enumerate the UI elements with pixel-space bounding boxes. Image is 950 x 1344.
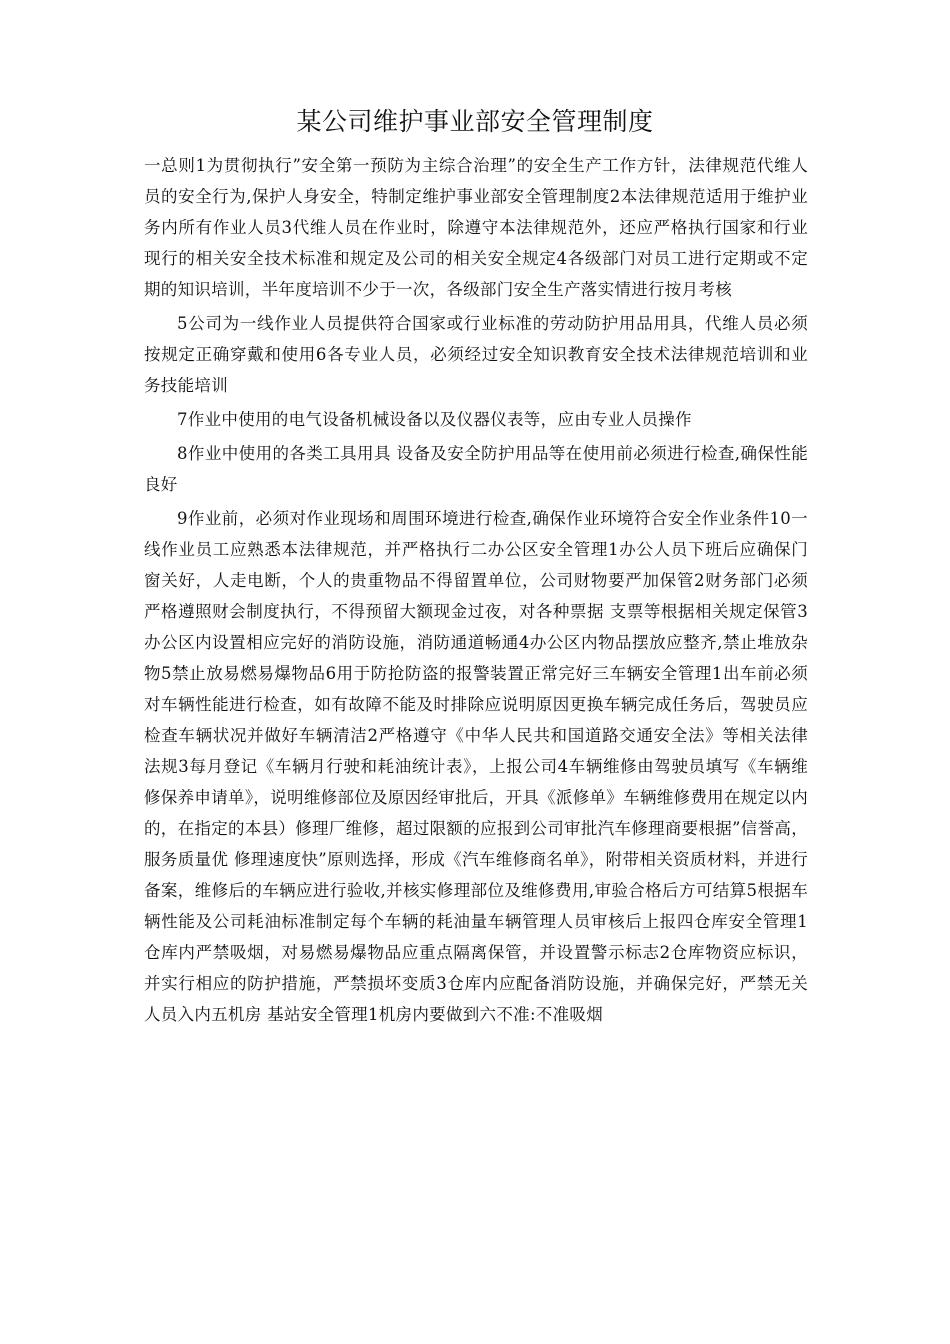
paragraph-site-office-vehicle-warehouse: 9作业前，必须对作业现场和周围环境进行检查,确保作业环境符合安全作业条件10一线作业员工应熟悉本法律规范，并严格执行二办公区安全管理1办公人员下班后应确保门窗关好，人走电断，个人的贵重物品不得留置单位，公司财物要严加保管2财务部门必须严格遵照财会制度执行，不得预留大额现金过夜，对各种票据 支票等根据相关规定保管3办公区内设置相应完好的消防设施，消防通道畅通4办公区内物品摆放应整齐,禁止堆放杂物5禁止放易燃易爆物品6用于防抢防盗的报警装置正常完好三车辆安全管理1出车前必须对车辆性能进行检查，如有故障不能及时排除应说明原因更换车辆完成任务后，驾驶员应检查车辆状况并做好车辆清洁2严格遵守《中华人民共和国道路交通安全法》等相关法律法规3每月登记《车辆月行驶和耗油统计表》，上报公司4车辆维修由驾驶员填写《车辆维修保养申请单》，说明维修部位及原因经审批后，开具《派修单》车辆维修费用在规定以内的，在指定的本县）修理厂维修，超过限额的应报到公司审批汽车修理商要根据”信誉高，服务质量优 修理速度快”原则选择，形成《汽车维修商名单》，附带相关资质材料，并进行备案，维修后的车辆应进行验收,并核实修理部位及维修费用,审验合格后方可结算5根据车辆性能及公司耗油标准制定每个车辆的耗油量车辆管理人员审核后上报四仓库安全管理1仓库内严禁吸烟，对易燃易爆物品应重点隔离保管，并设置警示标志2仓库物资应标识，并实行相应的防护措施，严禁损坏变质3仓库内应配备消防设施，并确保完好，严禁无关人员入内五机房 基站安全管理1机房内要做到六不准:不准吸烟 xyxy=(144,509,808,1024)
paragraph-equipment-operation: 7作业中使用的电气设备机械设备以及仪器仪表等，应由专业人员操作 xyxy=(177,410,692,429)
paragraph-general-provisions: 一总则1为贯彻执行”安全第一预防为主综合治理”的安全生产工作方针，法律规范代维人员的安全行为,保护人身安全，特制定维护事业部安全管理制度2本法律规范适用于维护业务内所有作业人员3代维人员在作业时，除遵守本法律规范外，还应严格执行国家和行业现行的相关安全技术标准和规定及公司的相关安全规定4各级部门对员工进行定期或不定期的知识培训，半年度培训不少于一次，各级部门安全生产落实情进行按月考核 xyxy=(144,156,808,299)
document-body xyxy=(144,150,808,1030)
document-title: 某公司维护事业部安全管理制度 xyxy=(296,107,654,136)
paragraph-tool-inspection: 8作业中使用的各类工具用具 设备及安全防护用品等在使用前必须进行检查,确保性能良好 xyxy=(144,444,808,494)
paragraph-protective-equipment: 5公司为一线作业人员提供符合国家或行业标准的劳动防护用品用具，代维人员必须按规定正确穿戴和使用6各专业人员，必须经过安全知识教育安全技术法律规范培训和业务技能培训 xyxy=(144,314,808,395)
